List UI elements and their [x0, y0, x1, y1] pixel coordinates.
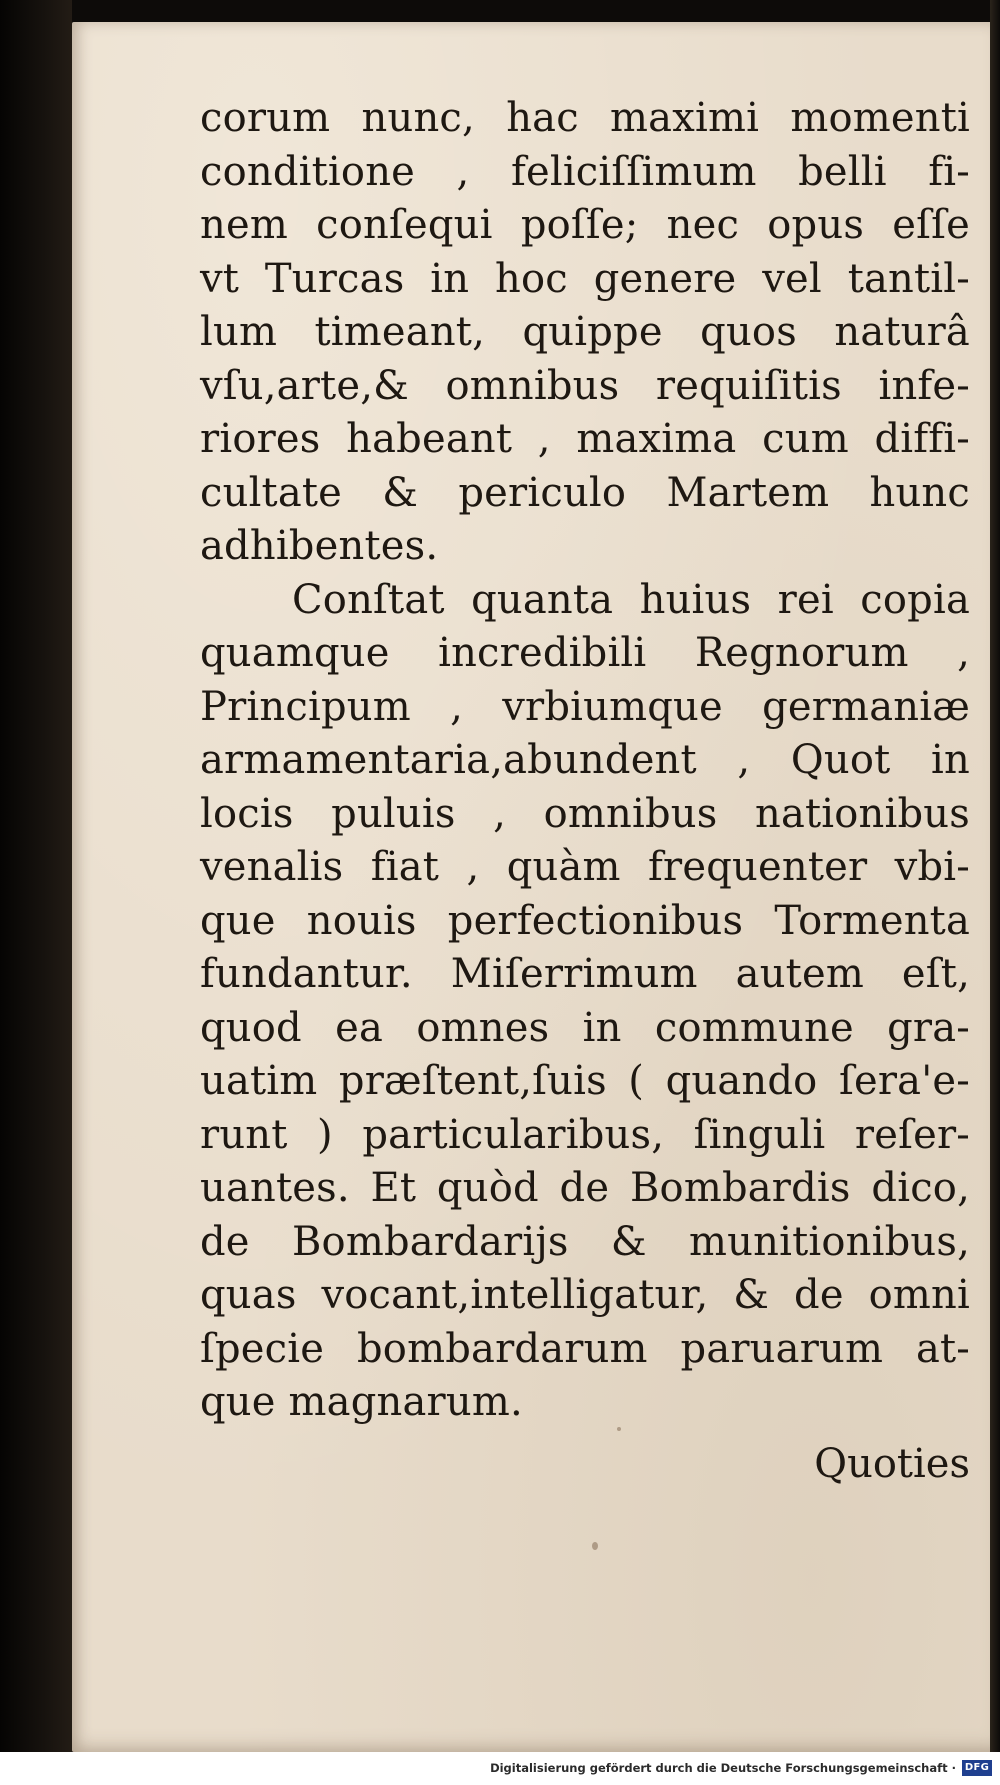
text-line: lum timeant, quippe quos naturâ [200, 309, 970, 355]
text-line: uantes. Et quòd de Bombardis dico, [200, 1165, 970, 1211]
text-line: conditione , feliciſſimum belli fi- [200, 148, 970, 195]
dfg-logo-icon: DFG [962, 1760, 992, 1776]
page-text [200, 92, 970, 1491]
text-line: locis puluis , omnibus nationibus [200, 790, 970, 837]
text-line: vt Turcas in hoc genere vel tantil- [200, 255, 970, 302]
text-line: adhibentes. [200, 523, 439, 569]
text-line: quas vocant,intelligatur, & de omni [200, 1272, 970, 1318]
text-line: Conſtat quanta huius rei copia [292, 576, 970, 623]
text-line: runt ) particularibus, ſinguli reſer- [200, 1111, 970, 1158]
text-line: que magnarum. [200, 1379, 523, 1425]
text-line: uatim præſtent,ſuis ( quando ſera'e- [200, 1058, 970, 1104]
text-line: ſpecie bombardarum paruarum at- [200, 1325, 970, 1372]
footer-bar [0, 1752, 1000, 1785]
digitization-credit: Digitalisierung gefördert durch die Deutsche Forschungsgemeinschaft · [490, 1761, 956, 1775]
text-line: fundantur. Miſerrimum autem eſt, [200, 951, 970, 997]
text-line: venalis fiat , quàm frequenter vbi- [200, 844, 970, 890]
text-line: quamque incredibili Regnorum , [200, 630, 970, 676]
text-line: que nouis perfectionibus Tormenta [200, 897, 970, 944]
paper-speck [592, 1542, 598, 1550]
text-line: cultate & periculo Martem hunc [200, 469, 970, 516]
text-line: nem conſequi poſſe; nec opus eſſe [200, 202, 970, 248]
text-line: Principum , vrbiumque germaniæ [200, 683, 970, 730]
text-line: corum nunc, hac maximi momenti [200, 95, 970, 141]
text-line: quod ea omnes in commune gra- [200, 1004, 970, 1051]
scan-edge-right [990, 0, 1000, 1752]
text-line: armamentaria,abundent , Quot in [200, 737, 970, 783]
text-line: riores habeant , maxima cum diffi- [200, 416, 970, 462]
text-line: de Bombardarijs & munitionibus, [200, 1218, 970, 1265]
text-line: vſu,arte,& omnibus requiſitis infe- [200, 362, 970, 409]
scan-edge-left [0, 0, 72, 1752]
catchword: Quoties [814, 1440, 970, 1487]
